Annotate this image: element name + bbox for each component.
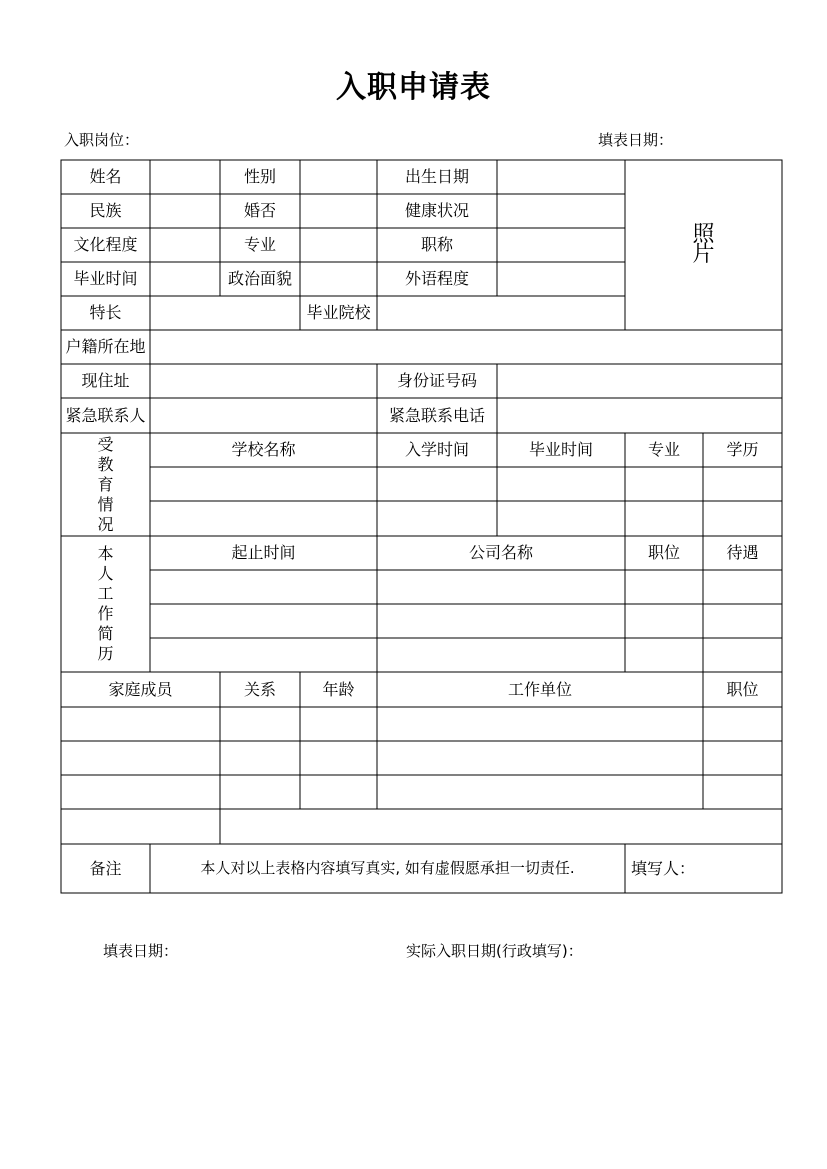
remarks-declaration: 本人对以上表格内容填写真实, 如有虚假愿承担一切责任. (200, 859, 575, 878)
education-section-label (61, 433, 150, 536)
work-section-label (61, 536, 150, 672)
label-marital: 婚否 (243, 201, 276, 220)
edu-header-end: 毕业时间 (528, 440, 593, 459)
work-side-char: 简 (97, 624, 114, 643)
footer-fill-date: 填表日期： (103, 942, 179, 960)
label-ethnicity: 民族 (89, 201, 122, 220)
label-grad-time: 毕业时间 (73, 269, 138, 288)
position-label: 入职岗位： (64, 131, 140, 149)
work-header-salary: 待遇 (726, 543, 759, 562)
form-title: 入职申请表 (336, 70, 491, 105)
work-side-char: 工 (97, 584, 114, 603)
edu-header-major: 专业 (647, 440, 680, 459)
label-address: 现住址 (81, 371, 130, 390)
family-header-member: 家庭成员 (108, 679, 173, 699)
edu-side-char: 育 (97, 474, 114, 494)
edu-header-start: 入学时间 (404, 440, 469, 459)
filler-label: 填写人： (631, 858, 696, 878)
edu-side-char: 教 (97, 454, 114, 474)
label-id-number: 身份证号码 (396, 371, 477, 390)
edu-side-char: 情 (97, 494, 114, 514)
label-gender: 性别 (243, 167, 276, 186)
label-title: 职称 (420, 235, 453, 254)
label-hukou: 户籍所在地 (65, 337, 146, 356)
label-education: 文化程度 (73, 235, 138, 254)
label-major: 专业 (243, 235, 276, 254)
family-header-age: 年龄 (322, 679, 355, 699)
family-header-employer: 工作单位 (507, 679, 572, 699)
work-header-company: 公司名称 (468, 543, 533, 562)
edu-side-char: 况 (97, 514, 114, 534)
footer-actual-date: 实际入职日期(行政填写)： (406, 942, 583, 960)
work-side-char: 人 (97, 564, 114, 583)
label-name: 姓名 (89, 167, 122, 186)
label-health: 健康状况 (404, 201, 469, 220)
edu-header-degree: 学历 (726, 440, 759, 459)
label-language: 外语程度 (404, 269, 469, 288)
photo-char-1: 照 (692, 222, 715, 247)
remarks-label: 备注 (89, 858, 122, 878)
photo-char-2: 片 (692, 242, 715, 267)
label-birth: 出生日期 (404, 167, 469, 186)
family-header-relation: 关系 (243, 679, 276, 699)
edu-side-char: 受 (97, 434, 114, 454)
label-school: 毕业院校 (306, 303, 371, 322)
work-side-char: 本 (97, 544, 114, 563)
label-specialty: 特长 (89, 303, 122, 322)
work-side-char: 作 (97, 604, 114, 623)
family-header-position: 职位 (726, 679, 759, 699)
label-emergency-phone: 紧急联系电话 (388, 405, 485, 425)
work-header-period: 起止时间 (231, 543, 296, 562)
work-side-char: 历 (97, 644, 114, 663)
work-header-position: 职位 (647, 543, 680, 562)
label-political: 政治面貌 (227, 269, 292, 288)
label-emergency-contact: 紧急联系人 (65, 405, 146, 425)
fill-date-label: 填表日期： (598, 131, 674, 149)
photo-placeholder (625, 160, 782, 330)
edu-header-school: 学校名称 (231, 440, 296, 459)
